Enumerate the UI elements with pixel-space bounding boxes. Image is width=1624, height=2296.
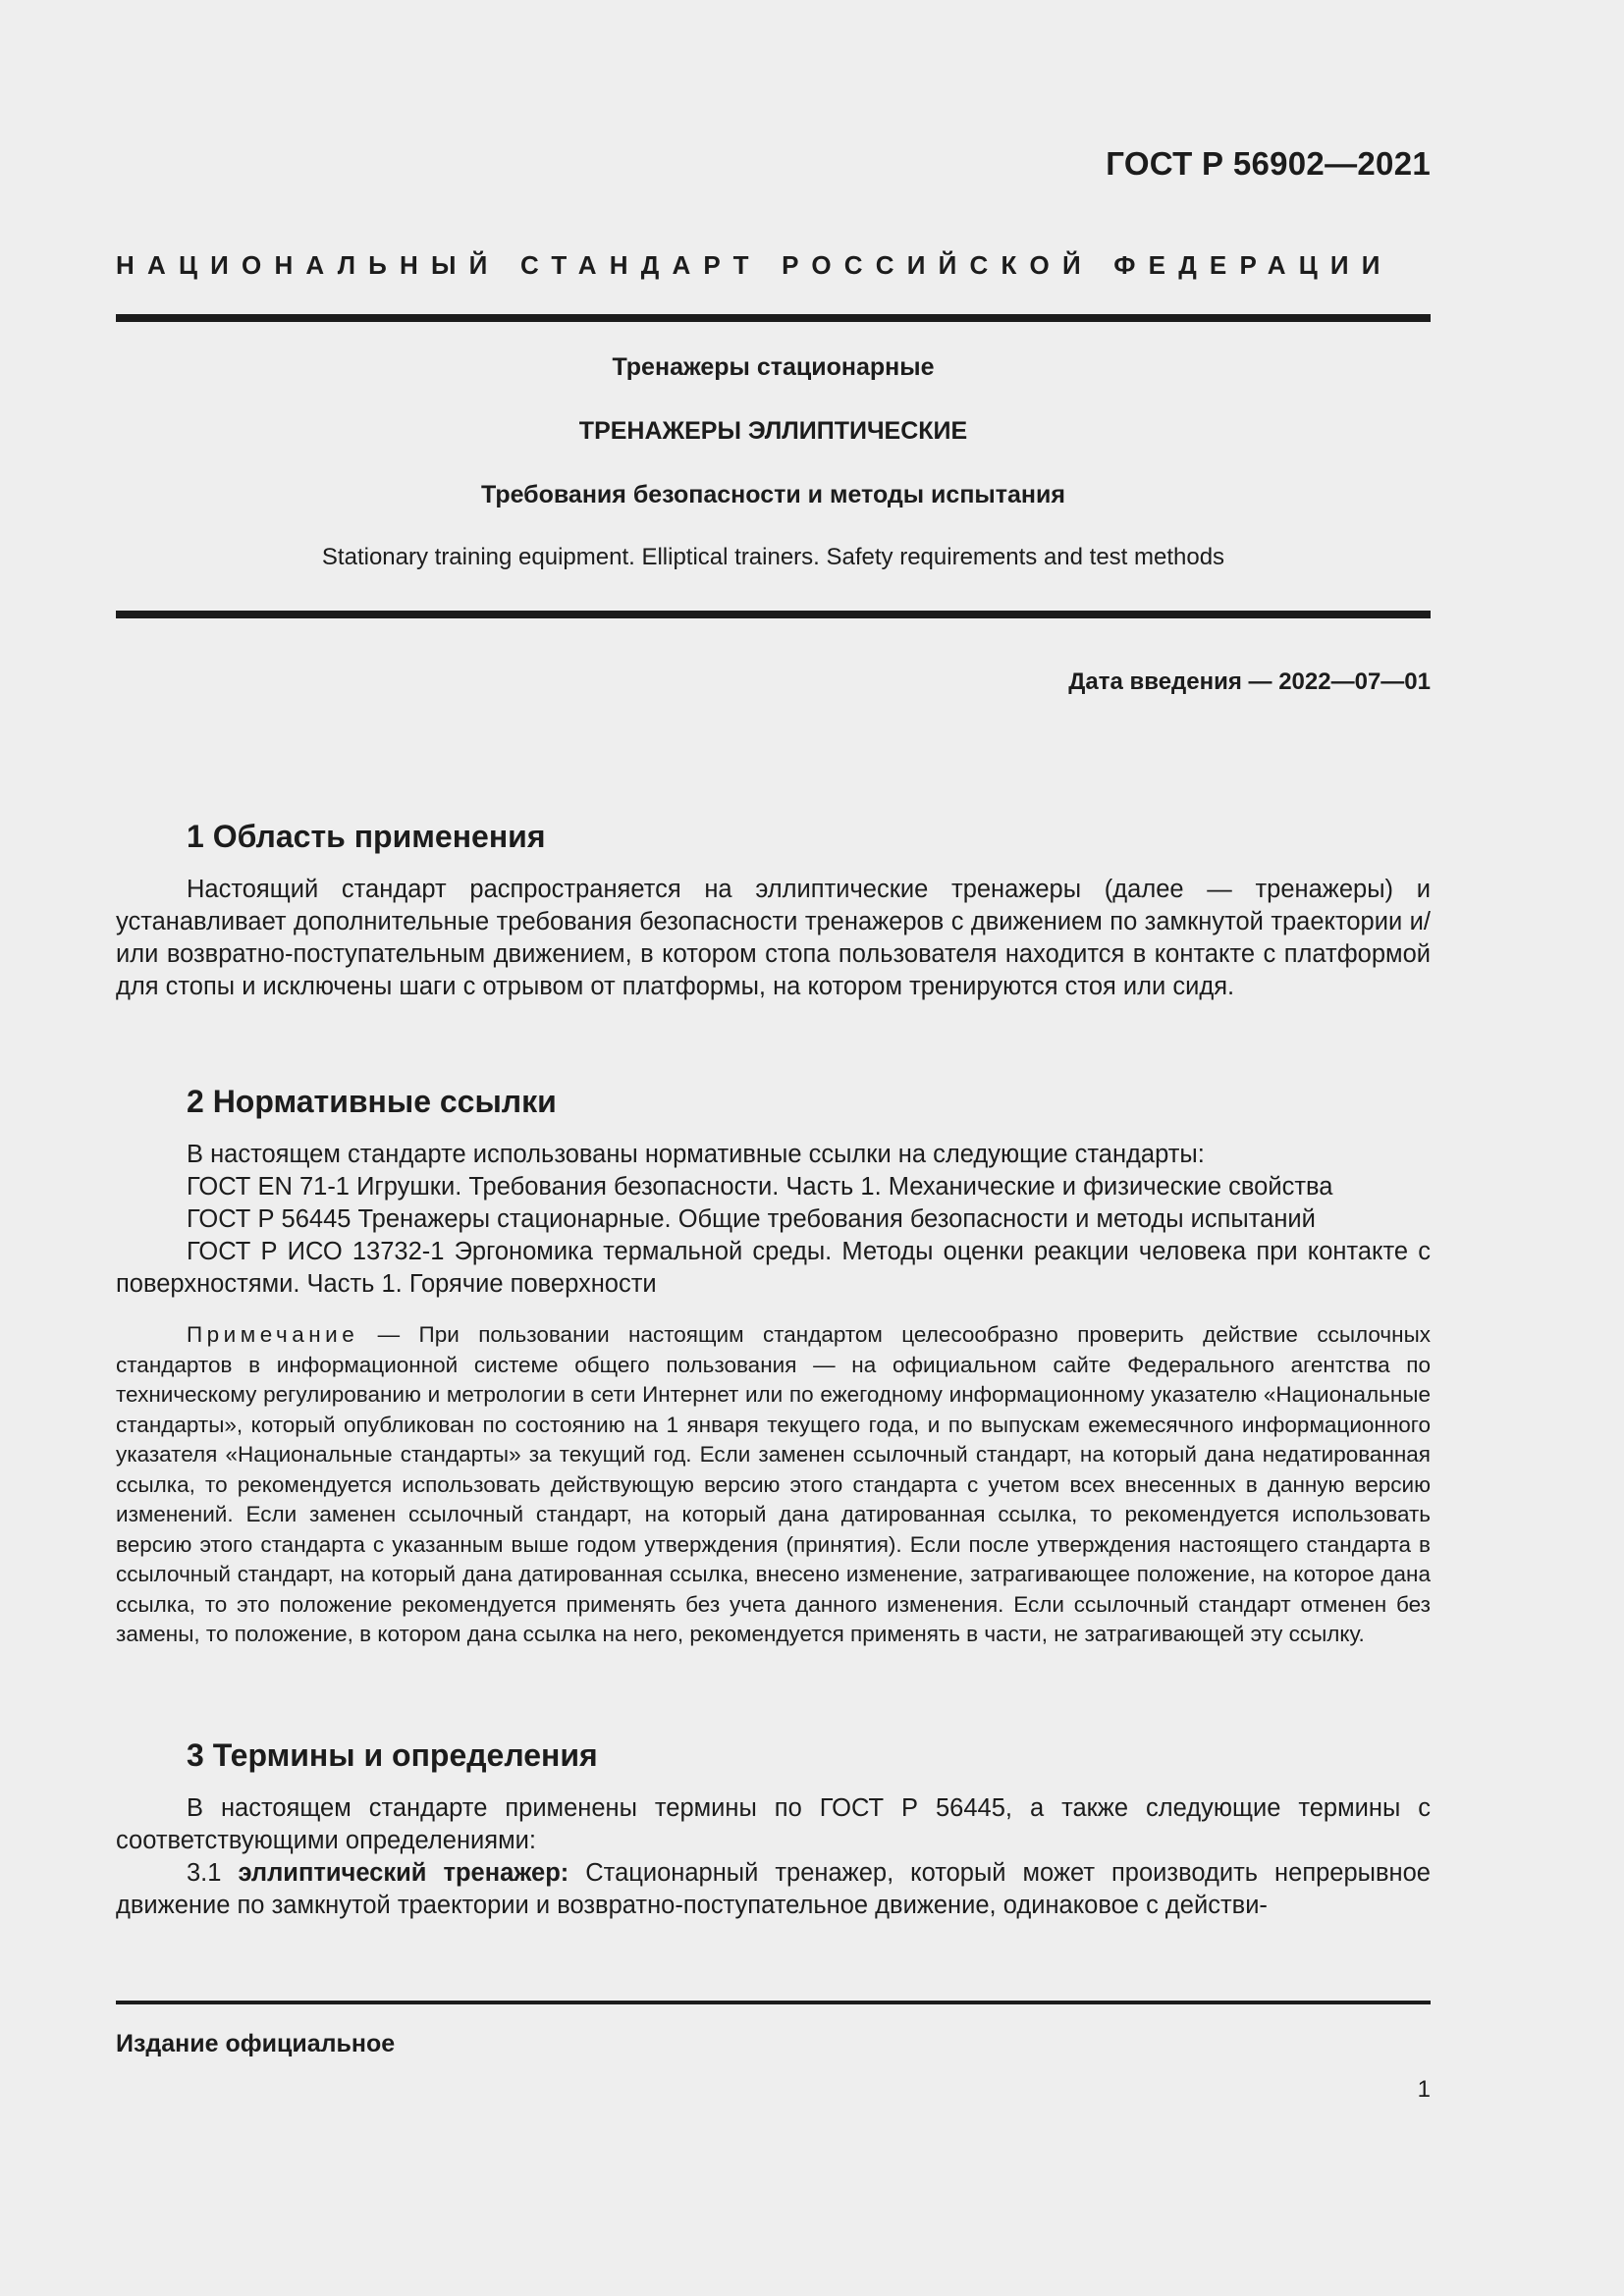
reference-item: ГОСТ Р 56445 Тренажеры стационарные. Общие требования безопасности и методы испытаний [187, 1205, 1316, 1233]
reference-item: ГОСТ Р ИСО 13732-1 Эргономика термальной среды. Методы оценки реакции человека при контакте с поверхностями. Часть 1. Горячие поверхности [116, 1238, 1431, 1298]
header-rule-top [116, 314, 1431, 322]
note-label: Примечание [187, 1322, 359, 1347]
title-line-1: Тренажеры стационарные [612, 353, 935, 381]
note-text: — При пользовании настоящим стандартом целесообразно проверить действие ссылочных стандартов в информационной системе общего пользования — на официальном сайте Федерального агентства по техническому регулированию и метрологии в сети Интернет или по ежегодному информационному указателю «Национальные стандарты», который опубликован по состоянию на 1 января текущего года, и по выпускам ежемесячного информационного указателя «Национальные стандарты» за текущий год. Если заменен ссылочный стандарт, на который дана недатированная ссылка, то рекомендуется использовать действующую версию этого стандарта с учетом всех внесенных в данную версию изменений. Если заменен ссылочный стандарт, на который дана датированная ссылка, то рекомендуется использовать версию этого стандарта с указанным выше годом утверждения (принятия). Если после утверждения настоящего стандарта в ссылочный стандарт, на который дана датированная ссылка, внесено изменение, затрагивающее положение, на которое дана ссылка, то это положение рекомендуется применять без учета данного изменения. Если ссылочный стандарт отменен без замены, то положение, в котором дана ссылка на него, рекомендуется применять в части, не затрагивающей эту ссылку. [116, 1322, 1431, 1646]
term-name: эллиптический тренажер: [238, 1859, 569, 1887]
term-definition: Стационарный тренажер, который может производить непрерывное движение по замкнутой траектории и возвратно-поступательное движение, одинаковое с действи- [116, 1859, 1431, 1919]
section-2-heading: 2 Нормативные ссылки [187, 1084, 557, 1119]
introduction-date: Дата введения — 2022—07—01 [1068, 668, 1431, 695]
section-1-text: Настоящий стандарт распространяется на эллиптические тренажеры (далее — тренажеры) и устанавливает дополнительные требования безопасности тренажеров с движением по замкнутой траектории и/или возвратно-поступательным движением, в котором стопа пользователя находится в контакте с платформой для стопы и исключены шаги с отрывом от платформы, на котором тренируются стоя или сидя. [116, 876, 1431, 1000]
title-line-3: Требования безопасности и методы испытания [481, 481, 1065, 508]
section-2-intro: В настоящем стандарте использованы нормативные ссылки на следующие стандарты: [187, 1141, 1205, 1168]
footer-rule [116, 2001, 1431, 2004]
document-code: ГОСТ Р 56902—2021 [1106, 145, 1431, 182]
term-definition-3-1 [116, 1857, 1431, 1922]
reference-item: ГОСТ EN 71-1 Игрушки. Требования безопасности. Часть 1. Механические и физические свойства [187, 1173, 1333, 1201]
document-page [116, 0, 1431, 2296]
official-edition-label: Издание официальное [116, 2030, 396, 2057]
section-1-heading: 1 Область применения [187, 819, 546, 854]
header-rule-bottom [116, 611, 1431, 618]
national-standard-banner: НАЦИОНАЛЬНЫЙ СТАНДАРТ РОССИЙСКОЙ ФЕДЕРАЦИИ [116, 250, 1393, 280]
title-line-2: ТРЕНАЖЕРЫ ЭЛЛИПТИЧЕСКИЕ [578, 417, 968, 445]
section-3-intro: В настоящем стандарте применены термины по ГОСТ Р 56445, а также следующие термины с соответствующими определениями: [116, 1794, 1431, 1854]
section-2-note [116, 1320, 1431, 1650]
page-number: 1 [1417, 2076, 1431, 2103]
section-3-heading: 3 Термины и определения [187, 1737, 598, 1773]
term-number: 3.1 [187, 1859, 239, 1887]
title-english: Stationary training equipment. Elliptical trainers. Safety requirements and test methods [321, 544, 1225, 570]
